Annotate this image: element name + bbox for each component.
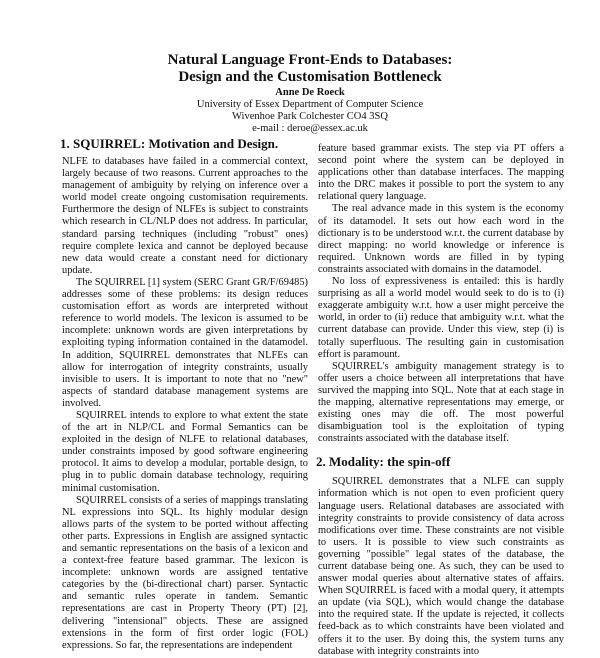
section-1-heading: 1. SQUIRREL: Motivation and Design. [60,136,279,151]
left-column [62,136,308,652]
paper-header [0,52,600,135]
section-2-heading: 2. Modality: the spin-off [316,454,451,470]
author-name: Anne De Roeck [275,87,345,98]
paragraph: SQUIRREL consists of a series of mappings translating NL expressions into SQL. Its highly modular design allows parts of the system to be ported without affecting other parts. Expressions in English are assigned syntactic and semantic representations on the basis of a lexicon and a context-free feature based grammar. The lexicon is incomplete: unknown words are assigned tentative categories by the (bi-directional chart) parser. Syntactic and semantic rules operate in tandem. Semantic representations are cast in Property Theory (PT) [2], delivering "intensional" objects. These are assigned extensions in the form of first order logic (FOL) expressions. So far, the representations are independent [62,494,308,651]
email: e-mail : deroe@essex.ac.uk [252,123,368,134]
affiliation: University of Essex Department of Computer Science [196,99,424,110]
address: Wivenhoe Park Colchester CO4 3SQ [232,111,388,122]
paragraph: No loss of expressiveness is entailed: this is hardly surprising as all a world model would seek to do is to (i) exaggerate ambiguity w.r.t. how a user might perceive the world, in order to (ii) reduce that ambiguity w.r.t. what the current database can provide. Under this view, step (i) is totally superfluous. The resulting gain in customisation effort is paramount. [318,276,564,360]
paragraph: SQUIRREL intends to explore to what extent the state of the art in NLP/CL and Formal Semantics can be exploited in the design of NLFE to relational databases, under constraints imposed by good software engineering protocol. It aims to develop a modular, portable design, to plug in to public domain database technology, requiring minimal customisation. [62,409,308,494]
paragraph: The SQUIRREL [1] system (SERC Grant GR/F/69485) addresses some of these problems: its design reduces customisation effort as words are interpreted without reference to world models. The lexicon is assumed to be incomplete: unknown words are given interpretations by exploiting typing information contained in the datamodel. In addition, SQUIRREL demonstrates that NLFEs can allow for interrogation of integrity constraints, usually invisible to users. It is important to note that no "new" aspects of standard database management systems are involved. [62,276,308,409]
paper-title-line-2: Design and the Customisation Bottleneck [178,69,442,85]
paragraph: SQUIRREL demonstrates that a NLFE can supply information which is not open to even proficient query language users. Relational databases are associated with integrity constraints to provide consistency of data across modifications over time. These constraints are not visible to users. It is possible to view such constraints as governing "possible" legal states of the database, the current database being one. As such, they can be used to answer modal queries about alternative states of affairs. When SQUIRREL is faced with a modal query, it attempts an update (via SQL), which would change the database into the required state. If the update is rejected, it collects feed-back as to which constraints have been violated and offers it to the user. By doing this, the system turns any database with integrity constraints into [318,476,564,657]
paragraph: feature based grammar exists. The step via PT offers a second point where the system can be deployed in applications other than database interfaces. The mapping into the DRC makes it possible to port the system to any relational query language. [318,143,564,203]
paragraph: SQUIRREL's ambiguity management strategy is to offer users a choice between all interpretations that have survived the mapping into SQL. Note that at each stage in the mapping, alternative representations may emerge, or existing ones may die off. The most powerful disambiguation tool is the exploitation of typing constraints associated with the database itself. [318,360,564,445]
paragraph: NLFE to databases have failed in a commercial context, largely because of two reasons. Current approaches to the management of ambiguity by relying on inference over a world model create ongoing customisation requirements. Furthermore the design of NLFEs is subject to constraints which research in CL/NLP does not address. In particular, standard parsing techniques (including "robust" ones) require complete lexica and cannot be deployed because new data would create a constant need for dictionary update. [62,156,308,276]
paragraph: The real advance made in this system is the economy of its datamodel. It sets out how each word in the dictionary is to be understood w.r.t. the current database by direct mapping: no world knowledge or inference is required. Unknown words are filled in by typing constraints associated with domains in the datamodel. [318,203,564,275]
right-column [318,143,564,658]
paper-title-line-1: Natural Language Front-Ends to Databases: [167,52,453,68]
